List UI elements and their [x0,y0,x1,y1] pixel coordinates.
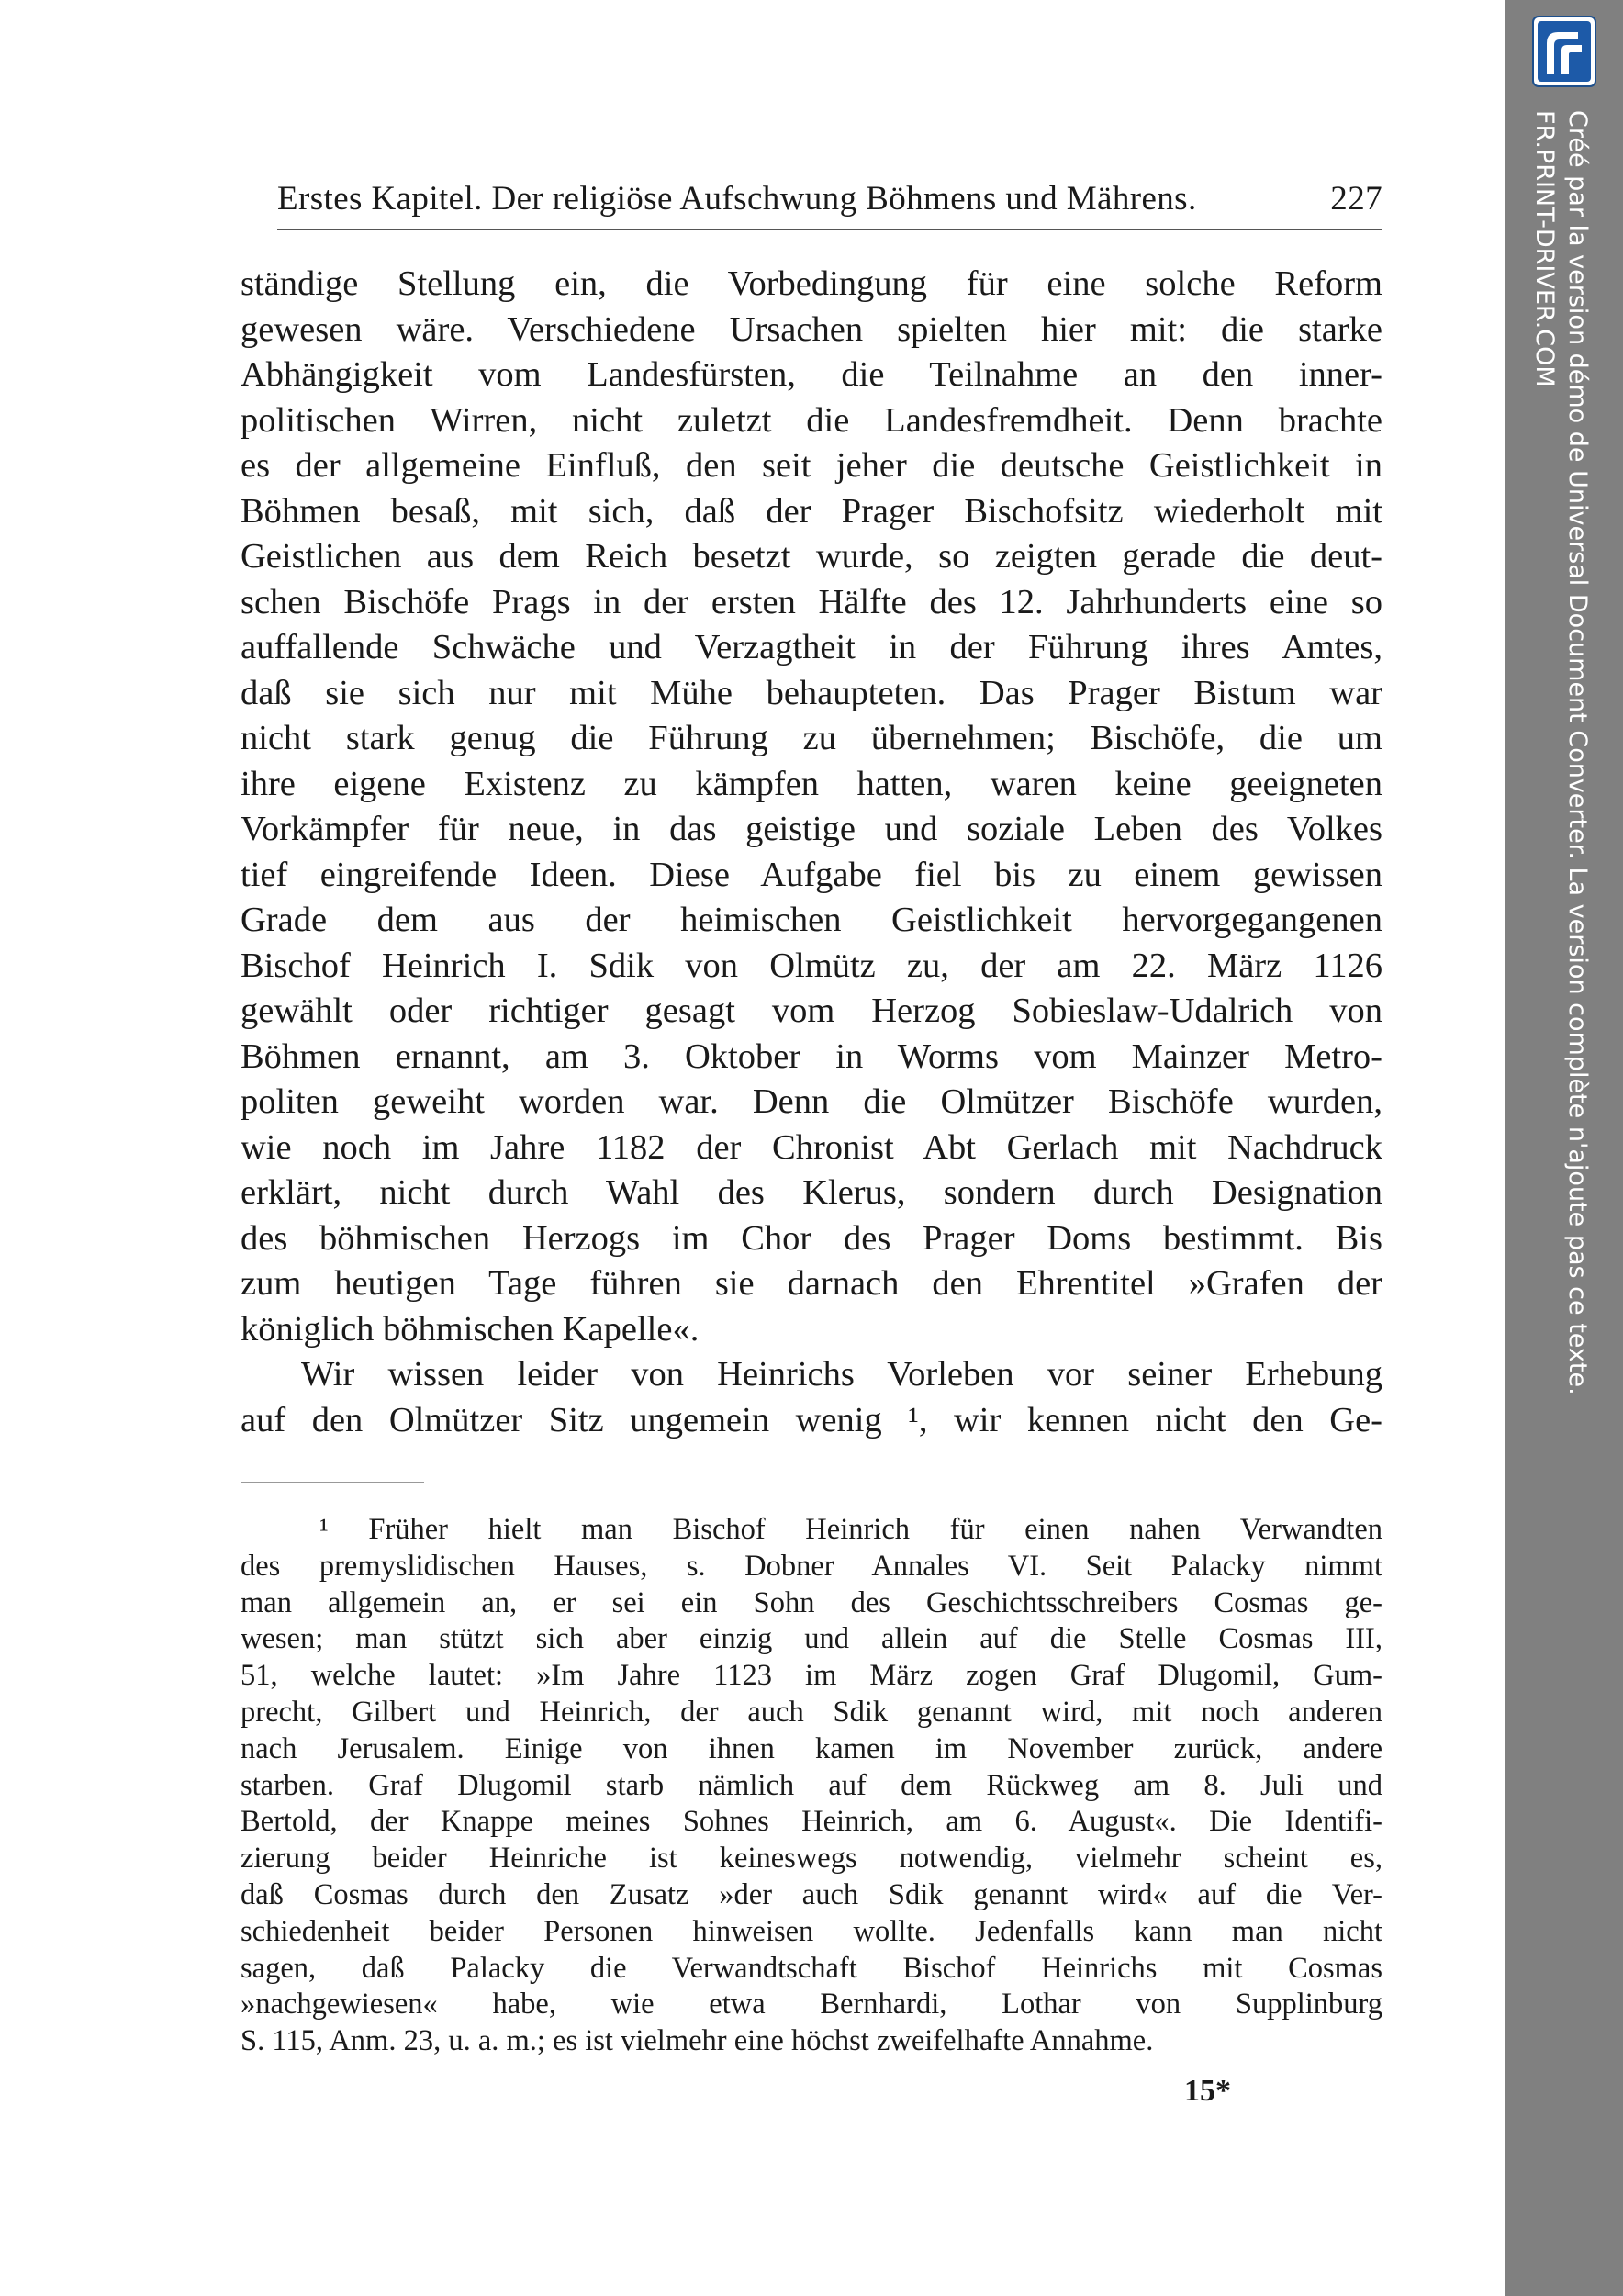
text-line: Bischof Heinrich I. Sdik von Olmütz zu, der am 22. März 1126 [241,946,1382,985]
footnotes [241,1512,1382,2060]
footnote-line: S. 115, Anm. 23, u. a. m.; es ist vielmehr eine höchst zweifelhafte Annahme. [241,2024,1154,2058]
footnote-line: starben. Graf Dlugomil starb nämlich auf dem Rückweg am 8. Juli und [241,1768,1382,1802]
watermark-link[interactable]: FR.PRINT-DRIVER.COM [1530,110,1559,387]
text-line: Grade dem aus der heimischen Geistlichkeit hervorgegangenen [241,901,1382,939]
footnote-line: Bertold, der Knappe meines Sohnes Heinrich, am 6. August«. Die Identifi- [241,1805,1382,1839]
watermark-text [1520,110,1594,1395]
text-line: zum heutigen Tage führen sie darnach den Ehrentitel »Grafen der [241,1264,1382,1303]
text-line: auffallende Schwäche und Verzagtheit in der Führung ihres Amtes, [241,628,1382,666]
text-line: schen Bischöfe Prags in der ersten Hälfte des 12. Jahrhunderts eine so [241,582,1382,622]
footnote-line: ¹ Früher hielt man Bischof Heinrich für einen nahen Verwandten [319,1513,1382,1546]
text-line: auf den Olmützer Sitz ungemein wenig ¹, wir kennen nicht den Ge- [241,1400,1382,1439]
chapter-title: Erstes Kapitel. Der religiöse Aufschwung Böhmens und Mährens. [277,180,1197,218]
text-line: erklärt, nicht durch Wahl des Klerus, sondern durch Designation [241,1173,1382,1212]
text-line: königlich böhmischen Kapelle«. [241,1309,700,1349]
text-line: Abhängigkeit vom Landesfürsten, die Teilnahme an den inner- [241,355,1382,394]
signature-mark: 15* [1184,2074,1231,2108]
text-line: daß sie sich nur mit Mühe behaupteten. Das Prager Bistum war [241,673,1382,712]
footnote-line: »nachgewiesen« habe, wie etwa Bernhardi, Lothar von Supplinburg [241,1988,1382,2022]
text-line: Vorkämpfer für neue, in das geistige und soziale Leben des Volkes [241,810,1382,848]
text-line: ständige Stellung ein, die Vorbedingung für eine solche Reform [241,264,1382,303]
footnote-line: sagen, daß Palacky die Verwandtschaft Bischof Heinrichs mit Cosmas [241,1951,1382,1985]
running-head [277,174,1382,224]
footnote-line: 51, welche lautet: »Im Jahre 1123 im März zogen Graf Dlugomil, Gum- [241,1659,1382,1693]
footnote-line: schiedenheit beider Personen hinweisen wollte. Jedenfalls kann man nicht [241,1914,1382,1948]
header-rule [277,229,1382,230]
text-line: Wir wissen leider von Heinrichs Vorleben vor seiner Erhebung [301,1355,1382,1394]
text-line: gewesen wäre. Verschiedene Ursachen spielten hier mit: die starke [241,309,1382,349]
footnote-line: nach Jerusalem. Einige von ihnen kamen im November zurück, andere [241,1731,1382,1765]
main-text [241,262,1382,1443]
text-line: des böhmischen Herzogs im Chor des Prager Doms bestimmt. Bis [241,1218,1382,1258]
footnote-line: wesen; man stützt sich aber einzig und allein auf die Stelle Cosmas III, [241,1622,1382,1656]
text-line: ihre eigene Existenz zu kämpfen hatten, waren keine geeigneten [241,764,1382,803]
text-line: gewählt oder richtiger gesagt vom Herzog Sobieslaw-Udalrich von [241,991,1382,1030]
text-line: tief eingreifende Ideen. Diese Aufgabe fiel bis zu einem gewissen [241,855,1382,894]
footnote-line: daß Cosmas durch den Zusatz »der auch Sdik genannt wird« auf die Ver- [241,1877,1382,1911]
text-line: nicht stark genug die Führung zu übernehmen; Bischöfe, die um [241,719,1382,757]
footnote-rule [241,1482,424,1483]
text-line: Böhmen ernannt, am 3. Oktober in Worms vom Mainzer Metro- [241,1036,1382,1076]
page-number: 227 [1330,180,1382,218]
footnote-line: zierung beider Heinriche ist keineswegs notwendig, vielmehr scheint es, [241,1842,1382,1876]
footnote-line: precht, Gilbert und Heinrich, der auch Sdik genannt wird, mit noch anderen [241,1695,1382,1729]
text-line: politen geweiht worden war. Denn die Olmützer Bischöfe wurden, [241,1082,1382,1121]
text-line: es der allgemeine Einfluß, den seit jeher die deutsche Geistlichkeit in [241,446,1382,485]
document-logo-icon [1532,16,1596,87]
watermark-sidebar [1505,0,1623,2296]
footnote-line: des premyslidischen Hauses, s. Dobner Annales VI. Seit Palacky nimmt [241,1549,1382,1583]
text-line: Böhmen besaß, mit sich, daß der Prager Bischofsitz wiederholt mit [241,491,1382,531]
text-line: wie noch im Jahre 1182 der Chronist Abt Gerlach mit Nachdruck [241,1127,1382,1167]
text-line: politischen Wirren, nicht zuletzt die Landesfremdheit. Denn brachte [241,400,1382,440]
footnote-line: man allgemein an, er sei ein Sohn des Geschichtsschreibers Cosmas ge- [241,1585,1382,1619]
watermark-line-1: Créé par la version démo de Universal Document Converter. La version complète n'ajoute pas ce texte. [1563,110,1592,1395]
text-line: Geistlichen aus dem Reich besetzt wurde, so zeigten gerade die deut- [241,537,1382,576]
